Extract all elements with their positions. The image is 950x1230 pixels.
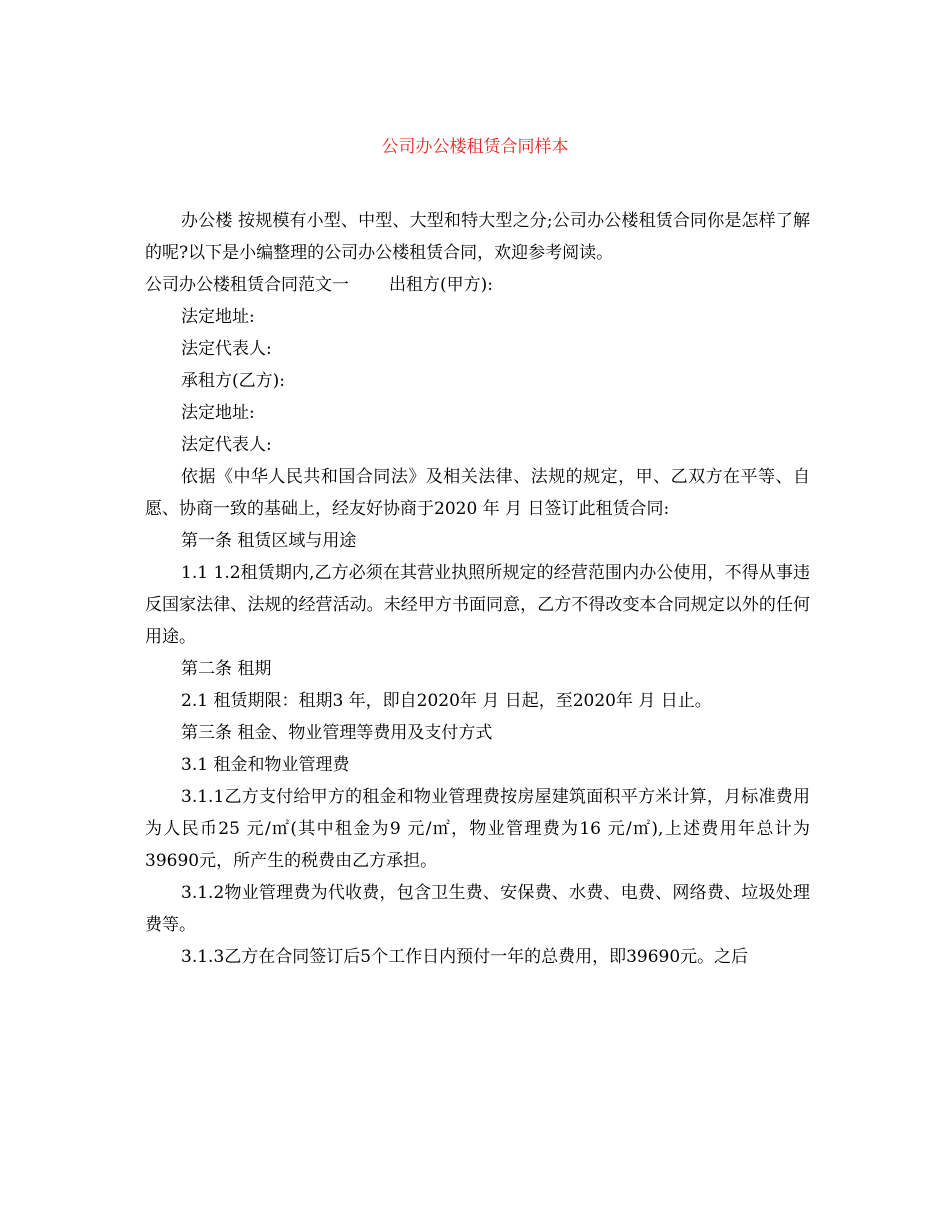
lessee-label: 承租方(乙方):: [181, 371, 285, 391]
article-2-text: 2.1 租赁期限：租期3 年，即自2020年 月 日起，至2020年 月 日止。: [181, 691, 712, 711]
article-1-heading: 第一条 租赁区域与用途: [181, 531, 357, 551]
lessor-address: 法定地址:: [181, 307, 255, 327]
clause-3-1-3: 3.1.3乙方在合同签订后5个工作日内预付一年的总费用，即39690元。之后: [181, 947, 749, 967]
clause-3-1-1: 3.1.1乙方支付给甲方的租金和物业管理费按房屋建筑面积平方米计算，月标准费用为人民币25 元/㎡(其中租金为9 元/㎡，物业管理费为16 元/㎡),上述费用年总计为39690元，所产生的税费由乙方承担。: [145, 787, 810, 871]
document-body: [145, 205, 810, 973]
lessee-address: 法定地址:: [181, 403, 255, 423]
lessor-label: 出租方(甲方):: [389, 275, 493, 295]
lessor-representative: 法定代表人:: [181, 339, 272, 359]
clause-3-1-2: 3.1.2物业管理费为代收费，包含卫生费、安保费、水费、电费、网络费、垃圾处理费等。: [145, 883, 810, 935]
sample-heading: 公司办公楼租赁合同范文一: [145, 275, 349, 295]
clause-3-1: 3.1 租金和物业管理费: [181, 755, 350, 775]
article-3-heading: 第三条 租金、物业管理等费用及支付方式: [181, 723, 493, 743]
article-1-text: 1.1 1.2租赁期内,乙方必须在其营业执照所规定的经营范围内办公使用，不得从事违反国家法律、法规的经营活动。未经甲方书面同意，乙方不得改变本合同规定以外的任何用途。: [145, 563, 810, 647]
sample-heading-line: [145, 269, 810, 301]
document-title: 公司办公楼租赁合同样本: [381, 137, 569, 157]
lessee-representative: 法定代表人:: [181, 435, 272, 455]
preamble-paragraph: 依据《中华人民共和国合同法》及相关法律、法规的规定，甲、乙双方在平等、自愿、协商一致的基础上，经友好协商于2020 年 月 日签订此租赁合同:: [145, 467, 810, 519]
article-2-heading: 第二条 租期: [181, 659, 272, 679]
intro-paragraph: 办公楼 按规模有小型、中型、大型和特大型之分;公司办公楼租赁合同你是怎样了解的呢?以下是小编整理的公司办公楼租赁合同，欢迎参考阅读。: [145, 211, 810, 263]
